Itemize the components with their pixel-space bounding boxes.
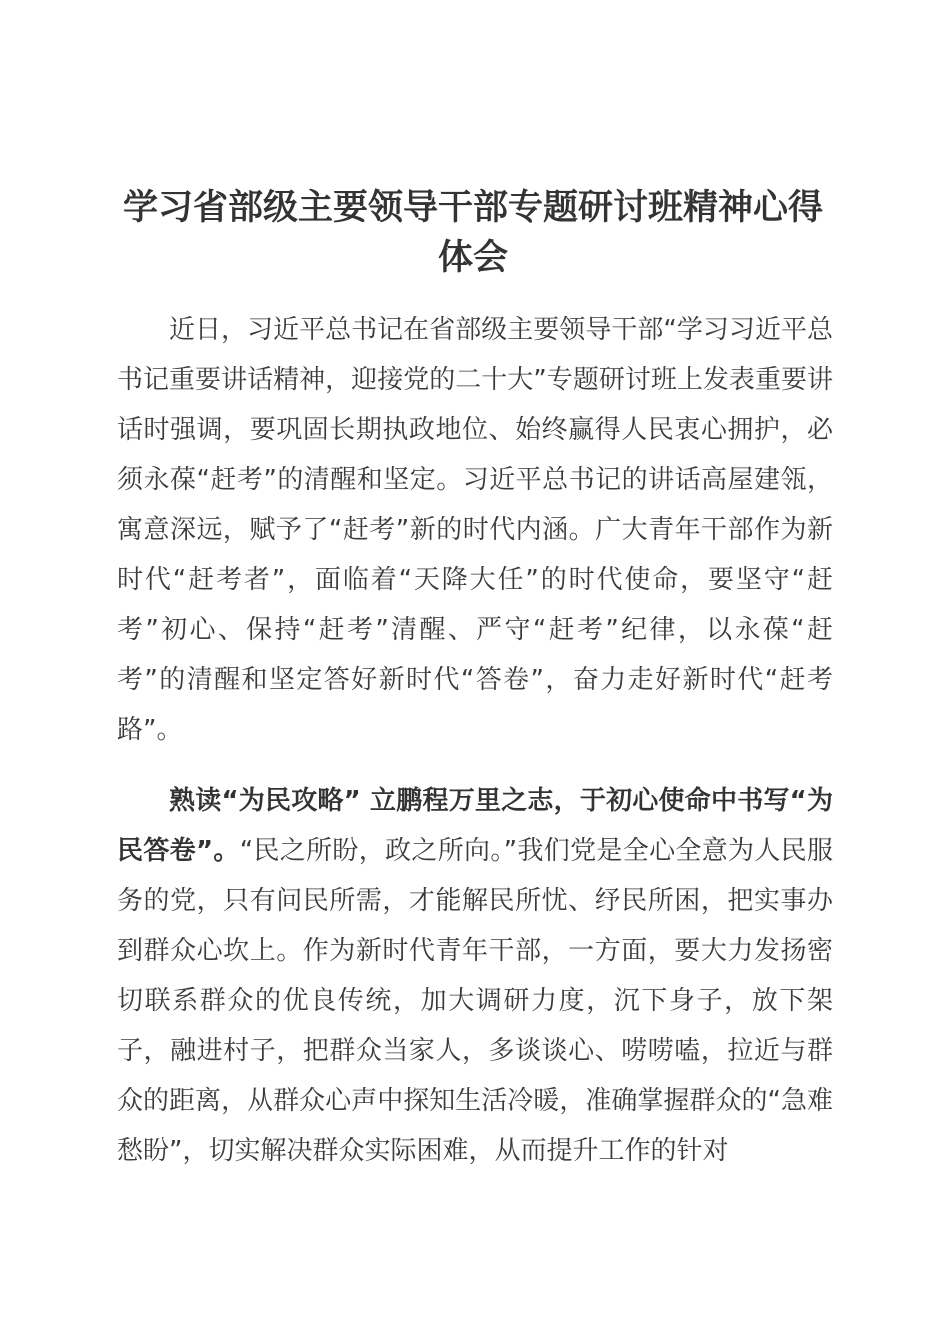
paragraph-intro-text: 近日，习近平总书记在省部级主要领导干部“学习习近平总书记重要讲话精神，迎接党的二十大”专题研讨班上发表重要讲话时强调，要巩固长期执政地位、始终赢得人民衷心拥护，必须永葆“赶考”的清醒和坚定。习近平总书记的讲话高屋建瓴，寓意深远，赋予了“赶考”新的时代内涵。广大青年干部作为新时代“赶考者”，面临着“天降大任”的时代使命，要坚守“赶考”初心、保持“赶考”清醒、严守“赶考”纪律，以永葆“赶考”的清醒和坚定答好新时代“答卷”，奋力走好新时代“赶考路”。 xyxy=(117,315,833,745)
paragraph-section-1 xyxy=(117,776,833,1176)
paragraph-section-1-text: “民之所盼，政之所向。”我们党是全心全意为人民服务的党，只有问民所需，才能解民所忧、纾民所困，把实事办到群众心坎上。作为新时代青年干部，一方面，要大力发扬密切联系群众的优良传统，加大调研力度，沉下身子，放下架子，融进村子，把群众当家人，多谈谈心、唠唠嗑，拉近与群众的距离，从群众心声中探知生活冷暖，准确掌握群众的“急难愁盼”，切实解决群众实际困难，从而提升工作的针对 xyxy=(117,836,833,1166)
section-heading: 熟读“为民攻略” 立鹏程万里之志，于初心使命中书写“为民答卷”。 xyxy=(117,786,833,866)
paragraph-intro xyxy=(117,305,833,755)
document-title: 学习省部级主要领导干部专题研讨班精神心得体会 xyxy=(122,188,823,278)
